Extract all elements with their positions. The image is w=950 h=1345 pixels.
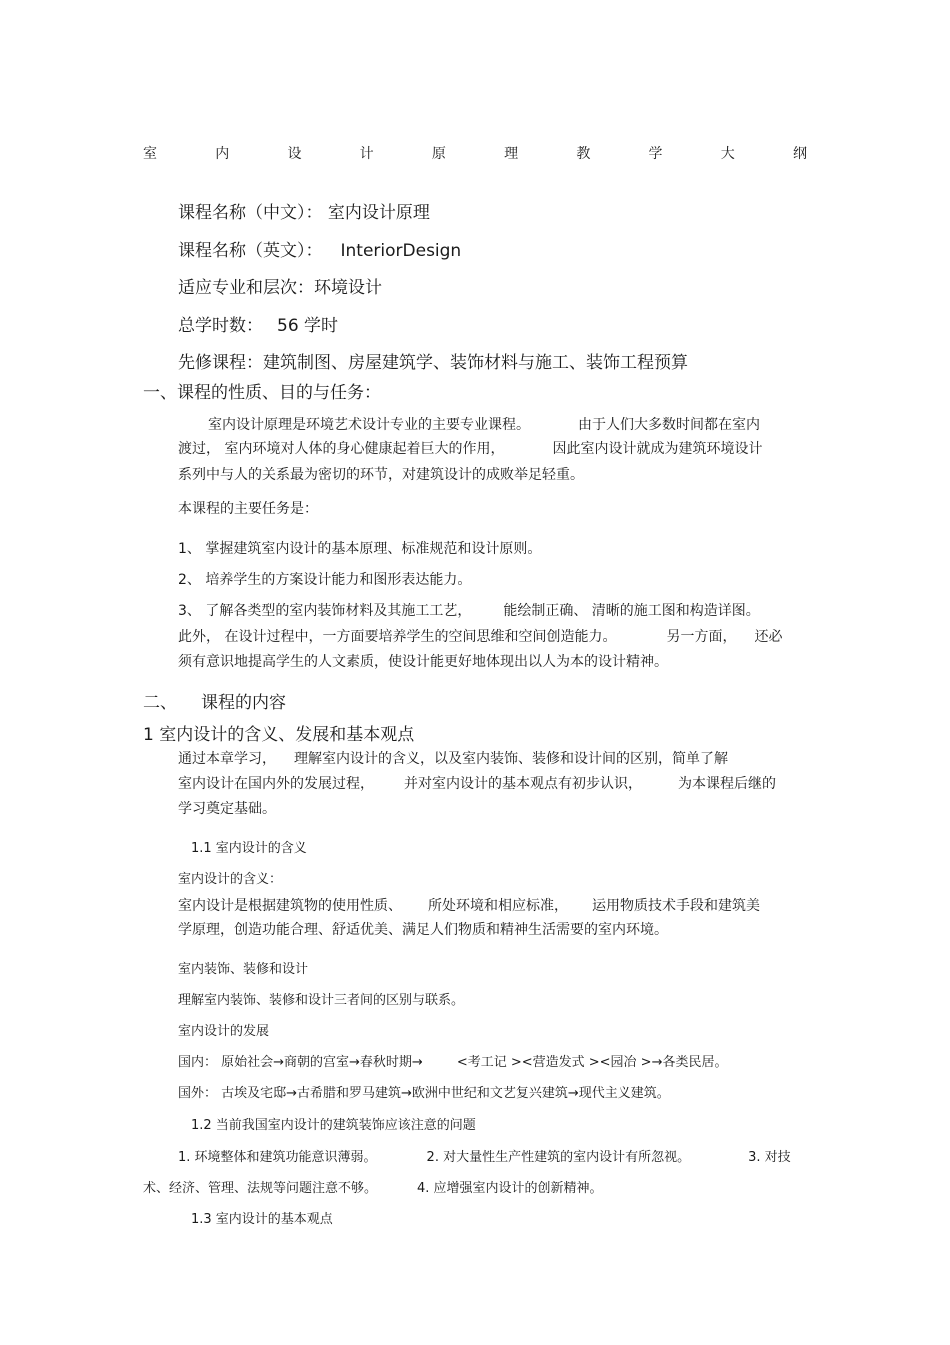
issues-line [178,1146,791,1165]
development-domestic [178,1051,727,1070]
title-char: 理 [504,146,519,162]
chapter1-heading: 1 室内设计的含义、发展和基本观点 [143,725,415,745]
task-item-3-cont [178,626,782,646]
title-char: 纲 [792,146,807,162]
title-char: 大 [720,146,735,162]
text-run: 所处环境和相应标准， [428,898,568,914]
text-run: 室内设计是根据建筑物的使用性质、 [178,898,402,914]
title-char: 内 [215,146,230,162]
text-run: 2. 对大量性生产性建筑的室内设计有所忽视。 [426,1150,691,1165]
course-name-en-value: InteriorDesign [340,241,462,261]
definition-line [178,895,760,915]
text-run: 3. 对技 [748,1150,791,1165]
topic-decoration: 室内装饰、装修和设计 [178,962,309,977]
section1-para-line: 系列中与人的关系最为密切的环节，对建筑设计的成败举足轻重。 [178,467,584,483]
title-char: 室 [143,146,157,162]
course-major: 适应专业和层次：环境设计 [178,278,382,298]
text-run: 术、经济、管理、法规等问题注意不够。 [143,1181,378,1196]
tasks-intro: 本课程的主要任务是： [178,501,318,517]
section2-title: 课程的内容 [201,693,286,713]
text-run: 室内设计原理是环境艺术设计专业的主要专业课程。 [208,417,530,433]
section2-number: 二、 [143,693,177,713]
issues-line [143,1177,603,1196]
definition-line: 学原理，创造功能合理、舒适优美、满足人们物质和精神生活需要的室内环境。 [178,922,668,938]
chapter1-intro-line [178,748,728,768]
title-char: 设 [287,146,302,162]
subsection-1-1: 1.1 室内设计的含义 [191,841,307,856]
text-run: 因此室内设计就成为建筑环境设计 [552,441,763,457]
course-name-en-label: 课程名称（英文）： [178,241,323,261]
text-run: 1. 环境整体和建筑功能意识薄弱。 [178,1150,377,1165]
section1-para-line [178,438,762,458]
task-item-3 [178,600,760,620]
task-item-2: 2、 培养学生的方案设计能力和图形表达能力。 [178,572,472,588]
development-foreign: 国外： 古埃及宅邸→古希腊和罗马建筑→欧洲中世纪和文艺复兴建筑→现代主义建筑。 [178,1086,670,1101]
course-name-en [178,236,461,261]
text-run: 能绘制正确、 清晰的施工图和构造详图。 [503,603,760,619]
text-run: 为本课程后继的 [678,776,776,792]
text-run: 由于人们大多数时间都在室内 [578,417,760,433]
task-item-3-cont: 须有意识地提高学生的人文素质，使设计能更好地体现出以人为本的设计精神。 [178,654,668,670]
topic-development: 室内设计的发展 [178,1024,270,1039]
subsection-1-3: 1.3 室内设计的基本观点 [191,1212,333,1227]
text-run: 室内设计在国内外的发展过程， [178,776,374,792]
task-item-1: 1、 掌握建筑室内设计的基本原理、标准规范和设计原则。 [178,541,542,557]
course-name-cn: 课程名称（中文）： 室内设计原理 [178,203,430,223]
title-char: 教 [576,146,591,162]
text-run: 理解室内设计的含义，以及室内装饰、装修和设计间的区别，简单了解 [294,751,728,767]
section2-heading [143,688,286,713]
chapter1-intro-line [178,773,776,793]
course-hours-value: 56 学时 [277,316,339,336]
title-char: 计 [359,146,374,162]
course-prereq: 先修课程：建筑制图、房屋建筑学、装饰材料与施工、装饰工程预算 [178,353,688,373]
text-run: <考工记 ><营造发式 ><园冶 >→各类民居。 [456,1055,728,1070]
course-hours-label: 总学时数： [178,316,263,336]
text-run: 渡过， 室内环境对人体的身心健康起着巨大的作用， [178,441,505,457]
subsection-1-2: 1.2 当前我国室内设计的建筑装饰应该注意的问题 [191,1118,476,1133]
chapter1-intro-line: 学习奠定基础。 [178,801,276,817]
text-run: 此外， 在设计过程中，一方面要培养学生的空间思维和空间创造能力。 [178,629,617,645]
text-run: 并对室内设计的基本观点有初步认识， [404,776,642,792]
text-run: 还必 [754,629,783,645]
topic-decoration-text: 理解室内装饰、装修和设计三者间的区别与联系。 [178,993,465,1008]
section1-heading: 一、课程的性质、目的与任务： [143,383,381,403]
title-char: 原 [431,146,446,162]
text-run: 国内： 原始社会→商朝的宫室→春秋时期→ [178,1055,423,1070]
section1-para-line [208,414,760,434]
text-run: 3、 了解各类型的室内装饰材料及其施工工艺， [178,603,472,619]
definition-label: 室内设计的含义： [178,872,283,887]
title-char: 学 [648,146,663,162]
text-run: 另一方面， [666,629,737,645]
text-run: 通过本章学习， [178,751,276,767]
text-run: 运用物质技术手段和建筑美 [592,898,760,914]
document-title [143,143,807,163]
text-run: 4. 应增强室内设计的创新精神。 [417,1181,603,1196]
course-hours [178,311,338,336]
